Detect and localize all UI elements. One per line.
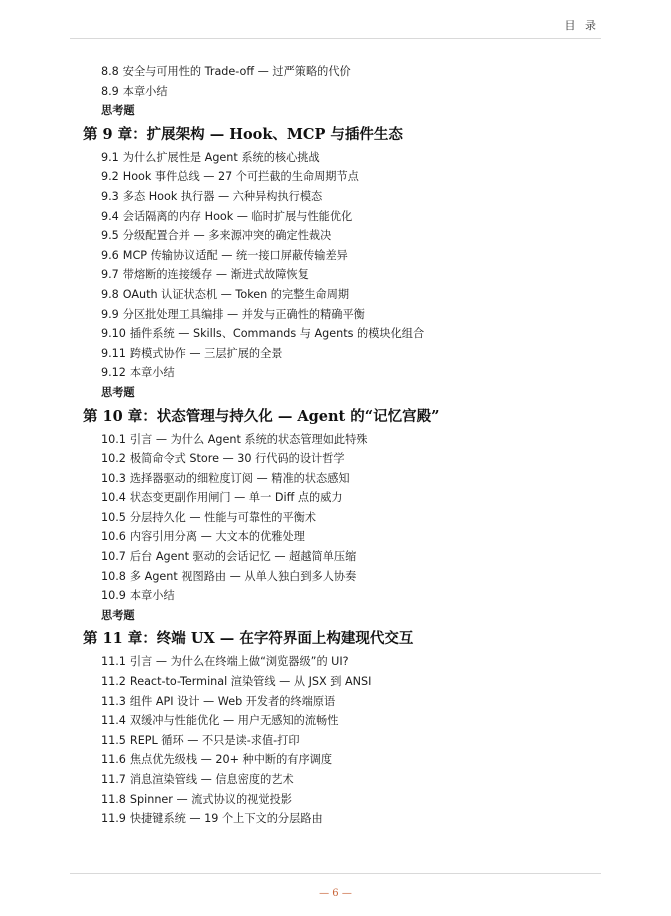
toc-section-title: Hook 事件总线 — 27 个可拦截的生命周期节点 xyxy=(122,170,359,184)
toc-section-title: OAuth 认证状态机 — Token 的完整生命周期 xyxy=(122,287,350,301)
toc-chapter-heading[interactable]: 第 11 章：终端 UX — 在字符界面上构建现代交互 xyxy=(83,630,414,648)
toc-section-entry[interactable] xyxy=(0,430,671,450)
toc-section-number: 9.7 xyxy=(101,268,119,282)
toc-section-entry[interactable] xyxy=(0,567,671,587)
toc-section-entry[interactable] xyxy=(0,770,671,790)
toc-section-number: 11.3 xyxy=(101,694,126,708)
toc-section-entry[interactable] xyxy=(0,285,671,305)
toc-exercises-entry[interactable]: 思考题 xyxy=(101,104,135,118)
toc-section-number: 10.1 xyxy=(101,432,126,446)
toc-section-title: 状态变更副作用闸门 — 单一 Diff 点的威力 xyxy=(129,491,343,505)
toc-section-title: MCP 传输协议适配 — 统一接口屏蔽传输差异 xyxy=(122,248,348,262)
toc-section-entry[interactable] xyxy=(0,246,671,266)
toc-section-title: 快捷键系统 — 19 个上下文的分层路由 xyxy=(129,812,323,826)
toc-section-entry[interactable] xyxy=(0,449,671,469)
toc-section-entry[interactable] xyxy=(0,324,671,344)
toc-section-entry[interactable] xyxy=(0,226,671,246)
toc-section-entry[interactable] xyxy=(0,265,671,285)
toc-section-title: 引言 — 为什么在终端上做“浏览器级”的 UI? xyxy=(129,655,349,669)
toc-section-number: 9.5 xyxy=(101,229,119,243)
toc-section-number: 9.4 xyxy=(101,209,119,223)
toc-section-title: 极简命令式 Store — 30 行代码的设计哲学 xyxy=(129,452,345,466)
toc-section-number: 10.2 xyxy=(101,452,126,466)
header-divider xyxy=(70,38,601,39)
toc-section-entry[interactable] xyxy=(0,790,671,810)
toc-section-number: 8.9 xyxy=(101,84,119,98)
toc-section-entry[interactable] xyxy=(0,207,671,227)
toc-section-entry[interactable] xyxy=(0,586,671,606)
toc-section-number: 11.6 xyxy=(101,753,126,767)
toc-section-title: 选择器驱动的细粒度订阅 — 精准的状态感知 xyxy=(129,471,350,485)
toc-chapter-heading[interactable]: 第 9 章：扩展架构 — Hook、MCP 与插件生态 xyxy=(83,125,403,143)
toc-section-title: 分层持久化 — 性能与可靠性的平衡术 xyxy=(129,510,317,524)
toc-exercises-entry[interactable]: 思考题 xyxy=(101,608,135,622)
toc-section-entry[interactable] xyxy=(0,652,671,672)
toc-section-title: 消息渲染管线 — 信息密度的艺术 xyxy=(129,773,294,786)
toc-section-number: 11.4 xyxy=(101,714,126,728)
toc-section-number: 11.5 xyxy=(101,733,126,747)
toc-section-title: 分级配置合并 — 多来源冲突的确定性裁决 xyxy=(122,229,332,243)
toc-section-title: 会话隔离的内存 Hook — 临时扩展与性能优化 xyxy=(122,209,353,223)
toc-section-title: 引言 — 为什么 Agent 系统的状态管理如此特殊 xyxy=(129,432,368,446)
toc-section-number: 9.9 xyxy=(101,307,119,321)
toc-section-entry[interactable] xyxy=(0,344,671,364)
toc-section-entry[interactable] xyxy=(0,809,671,829)
toc-section-entry[interactable] xyxy=(0,187,671,207)
toc-section-entry[interactable] xyxy=(0,469,671,489)
toc-section-title: 双缓冲与性能优化 — 用户无感知的流畅性 xyxy=(129,714,339,728)
toc-section-title: 多态 Hook 执行器 — 六种异构执行模态 xyxy=(122,189,323,203)
toc-section-title: 焦点优先级栈 — 20+ 种中断的有序调度 xyxy=(129,753,333,767)
toc-section-entry[interactable] xyxy=(0,363,671,383)
toc-section-entry[interactable] xyxy=(0,62,671,82)
toc-chapter-heading[interactable]: 第 10 章：状态管理与持久化 — Agent 的“记忆宫殿” xyxy=(83,407,440,425)
toc-section-number: 9.3 xyxy=(101,189,119,203)
toc-section-number: 11.1 xyxy=(101,655,126,669)
toc-section-title: 本章小结 xyxy=(129,589,175,603)
toc-section-entry[interactable] xyxy=(0,82,671,102)
toc-section-entry[interactable] xyxy=(0,305,671,325)
toc-section-title: 内容引用分离 — 大文本的优雅处理 xyxy=(129,530,305,544)
toc-section-number: 10.3 xyxy=(101,471,126,485)
running-header: 目 录 xyxy=(564,19,599,32)
toc-section-title: 为什么扩展性是 Agent 系统的核心挑战 xyxy=(122,150,320,164)
toc-section-title: React-to-Terminal 渲染管线 — 从 JSX 到 ANSI xyxy=(129,675,372,689)
toc-section-title: 多 Agent 视图路由 — 从单人独白到多人协奏 xyxy=(129,569,357,583)
toc-section-number: 10.4 xyxy=(101,491,126,505)
toc-section-number: 10.9 xyxy=(101,589,126,603)
toc-section-number: 8.8 xyxy=(101,65,119,78)
toc-section-number: 9.2 xyxy=(101,170,119,184)
toc-section-entry[interactable] xyxy=(0,750,671,770)
toc-section-title: 带熔断的连接缓存 — 渐进式故障恢复 xyxy=(122,268,309,282)
footer-divider xyxy=(70,873,601,874)
toc-section-title: 分区批处理工具编排 — 并发与正确性的精确平衡 xyxy=(122,307,365,321)
toc-section-title: 后台 Agent 驱动的会话记忆 — 超越简单压缩 xyxy=(129,550,357,564)
table-of-contents xyxy=(0,62,671,829)
toc-section-title: 本章小结 xyxy=(122,84,168,98)
toc-section-number: 9.11 xyxy=(101,346,126,360)
toc-section-number: 11.9 xyxy=(101,812,126,826)
page-number: — 6 — xyxy=(319,888,352,899)
toc-section-title: REPL 循环 — 不只是读-求值-打印 xyxy=(129,733,300,747)
toc-section-entry[interactable] xyxy=(0,508,671,528)
toc-section-number: 11.2 xyxy=(101,675,126,689)
toc-section-number: 9.6 xyxy=(101,248,119,262)
toc-section-title: 本章小结 xyxy=(129,366,175,380)
toc-section-number: 10.8 xyxy=(101,569,126,583)
toc-section-number: 10.7 xyxy=(101,550,126,564)
toc-section-entry[interactable] xyxy=(0,672,671,692)
toc-section-number: 9.1 xyxy=(101,150,119,164)
toc-section-entry[interactable] xyxy=(0,731,671,751)
toc-section-number: 10.6 xyxy=(101,530,126,544)
toc-section-title: 安全与可用性的 Trade-off — 过严策略的代价 xyxy=(122,65,351,78)
toc-section-entry[interactable] xyxy=(0,692,671,712)
toc-section-number: 10.5 xyxy=(101,510,126,524)
toc-section-number: 9.8 xyxy=(101,287,119,301)
toc-section-number: 9.10 xyxy=(101,327,126,341)
toc-exercises-entry[interactable]: 思考题 xyxy=(101,385,135,399)
toc-section-entry[interactable] xyxy=(0,711,671,731)
toc-section-entry[interactable] xyxy=(0,488,671,508)
toc-section-title: 跨模式协作 — 三层扩展的全景 xyxy=(129,346,283,360)
toc-section-title: 插件系统 — Skills、Commands 与 Agents 的模块化组合 xyxy=(129,327,425,341)
toc-section-title: 组件 API 设计 — Web 开发者的终端原语 xyxy=(129,694,336,708)
toc-section-entry[interactable] xyxy=(0,148,671,168)
toc-section-number: 11.8 xyxy=(101,792,126,806)
toc-section-entry[interactable] xyxy=(0,547,671,567)
toc-section-entry[interactable] xyxy=(0,167,671,187)
toc-section-entry[interactable] xyxy=(0,527,671,547)
toc-section-number: 11.7 xyxy=(101,773,126,786)
toc-section-title: Spinner — 流式协议的视觉投影 xyxy=(129,792,292,806)
toc-section-number: 9.12 xyxy=(101,366,126,380)
